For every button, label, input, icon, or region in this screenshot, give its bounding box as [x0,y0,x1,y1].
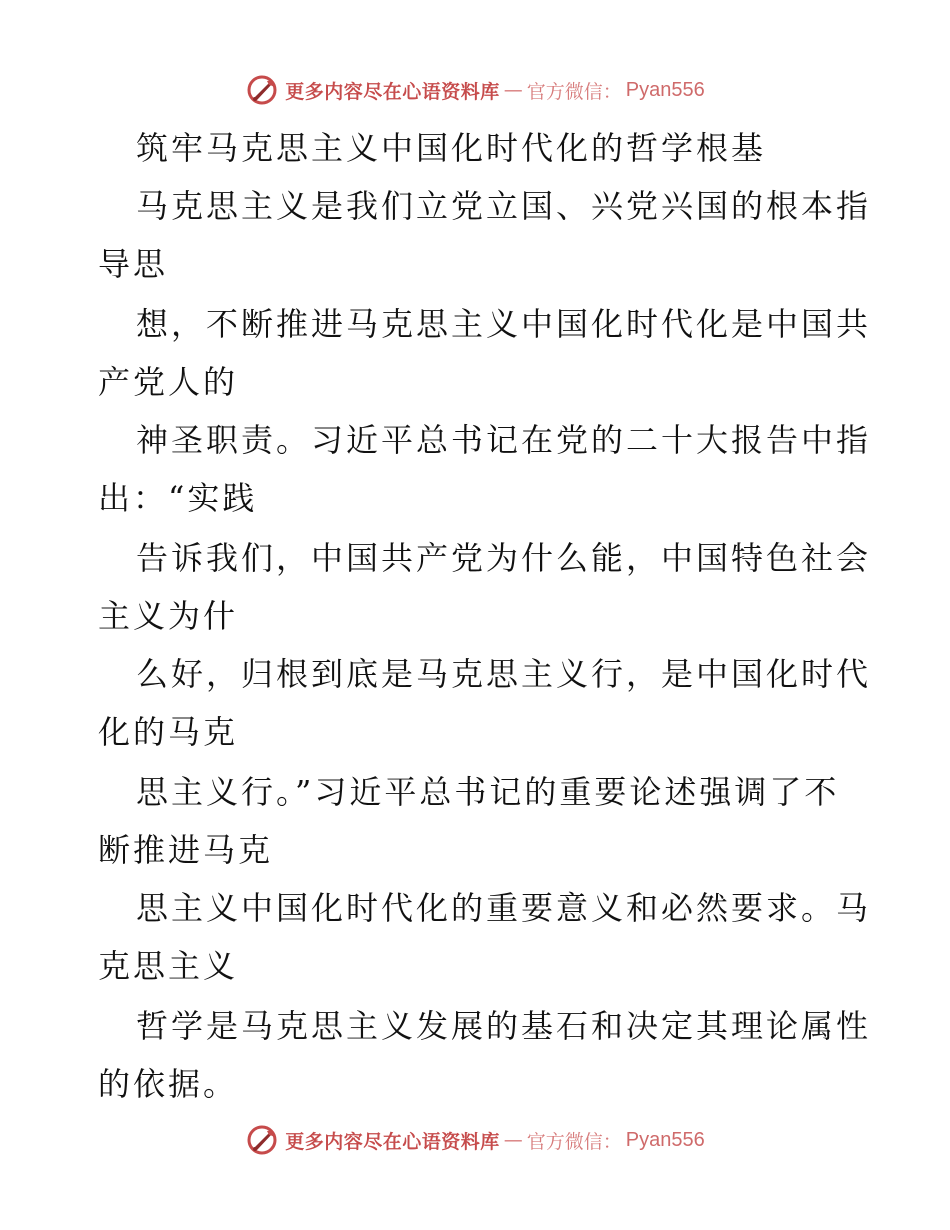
footer-wechat-label: 官方微信： [526,1130,622,1153]
document-title: 筑牢马克思主义中国化时代化的哲学根基 [136,129,767,167]
header-banner [0,70,950,110]
paragraph-line: 的依据。 [98,1065,239,1103]
paragraph-line: 马克思主义是我们立党立国、兴党兴国的根本指 [136,187,872,225]
paragraph-line: 神圣职责。习近平总书记在党的二十大报告中指 [136,421,872,459]
paragraph-line: 导思 [98,245,169,283]
paragraph-line: 想，不断推进马克思主义中国化时代化是中国共 [136,305,872,343]
footer-banner-text: 更多内容尽在心语资料库 [285,1130,500,1153]
paragraph-line: 思主义行。”习近平总书记的重要论述强调了不 [136,773,840,811]
footer-banner-dash: — [503,1129,523,1151]
quill-pen-logo-icon [245,73,279,107]
paragraph-line: 出：“实践 [98,479,258,517]
header-banner-dash: — [503,79,523,101]
header-wechat-handle: Pyan556 [625,78,705,101]
footer-wechat-handle: Pyan556 [625,1128,705,1151]
paragraph-line: 化的马克 [98,713,239,751]
paragraph-line: 么好，归根到底是马克思主义行，是中国化时代 [136,655,872,693]
paragraph-line: 思主义中国化时代化的重要意义和必然要求。马 [136,889,872,927]
header-banner-text: 更多内容尽在心语资料库 [285,80,500,103]
paragraph-line: 断推进马克 [98,831,274,869]
paragraph-line: 克思主义 [98,947,239,985]
footer-banner [0,1120,950,1160]
quill-pen-logo-icon [245,1123,279,1157]
header-wechat-label: 官方微信： [526,80,622,103]
paragraph-line: 产党人的 [98,363,239,401]
paragraph-line: 主义为什 [98,597,239,635]
paragraph-line: 哲学是马克思主义发展的基石和决定其理论属性 [136,1007,872,1045]
paragraph-line: 告诉我们，中国共产党为什么能，中国特色社会 [136,539,872,577]
